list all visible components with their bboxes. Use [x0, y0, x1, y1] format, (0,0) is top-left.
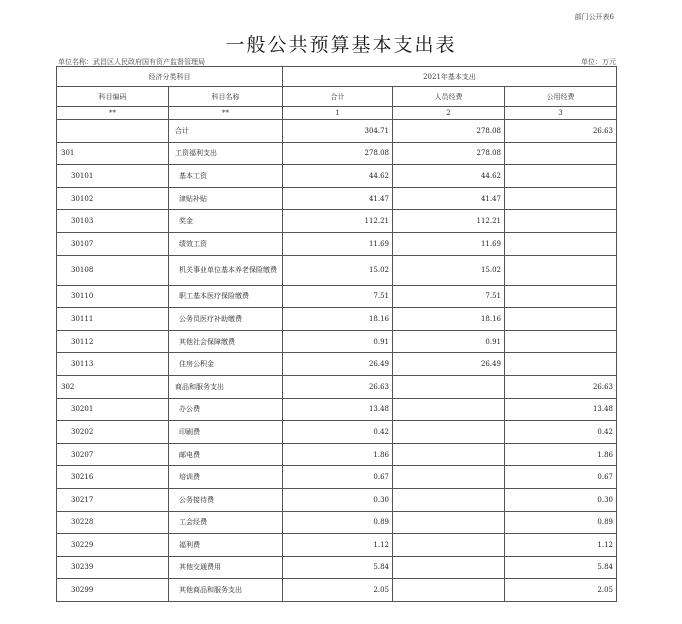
code-cell: 30207 — [57, 443, 169, 466]
total-cell: 7.51 — [283, 285, 393, 308]
name-cell: 工会经费 — [169, 511, 283, 534]
total-cell: 18.16 — [283, 308, 393, 331]
name-cell: 福利费 — [169, 534, 283, 557]
total-cell: 278.08 — [283, 142, 393, 165]
table-row — [57, 488, 617, 511]
public-cell — [505, 187, 617, 210]
total-cell: 5.84 — [283, 556, 393, 579]
personnel-cell — [393, 398, 505, 421]
total-cell: 1.86 — [283, 443, 393, 466]
public-cell — [505, 232, 617, 255]
public-cell — [505, 210, 617, 233]
unit-label: 单位：万元 — [581, 58, 616, 66]
public-cell: 5.84 — [505, 556, 617, 579]
code-cell: 30216 — [57, 466, 169, 489]
table-row — [57, 255, 617, 285]
name-cell: 奖金 — [169, 210, 283, 233]
personnel-cell — [393, 375, 505, 398]
total-cell: 0.30 — [283, 488, 393, 511]
header-personnel: 人员经费 — [393, 87, 505, 107]
code-cell: 30228 — [57, 511, 169, 534]
table-row — [57, 511, 617, 534]
code-cell: 30112 — [57, 330, 169, 353]
table-row — [57, 534, 617, 557]
total-cell: 112.21 — [283, 210, 393, 233]
name-cell: 印刷费 — [169, 421, 283, 444]
table-row — [57, 556, 617, 579]
code-cell: 302 — [57, 375, 169, 398]
total-cell: 1.12 — [283, 534, 393, 557]
table-row — [57, 330, 617, 353]
name-cell: 其他交通费用 — [169, 556, 283, 579]
personnel-cell — [393, 421, 505, 444]
code-cell: 30101 — [57, 165, 169, 188]
public-cell: 0.42 — [505, 421, 617, 444]
header-code: 科目编码 — [57, 87, 169, 107]
header-name: 科目名称 — [169, 87, 283, 107]
header-public: 公用经费 — [505, 87, 617, 107]
table-row — [57, 579, 617, 602]
total-cell: 41.47 — [283, 187, 393, 210]
org-label: 单位名称：武昌区人民政府国有资产监督管理局 — [58, 58, 205, 66]
form-number: 部门公开表6 — [574, 13, 614, 21]
table-row — [57, 285, 617, 308]
total-cell: 2.05 — [283, 579, 393, 602]
table-row — [57, 187, 617, 210]
total-cell: 304.71 — [283, 120, 393, 143]
public-cell: 2.05 — [505, 579, 617, 602]
personnel-cell: 15.02 — [393, 255, 505, 285]
code-cell: 30217 — [57, 488, 169, 511]
table-row — [57, 308, 617, 331]
personnel-cell — [393, 556, 505, 579]
public-cell: 26.63 — [505, 375, 617, 398]
name-cell: 绩效工资 — [169, 232, 283, 255]
name-cell: 其他社会保障缴费 — [169, 330, 283, 353]
code-cell: 30107 — [57, 232, 169, 255]
public-cell: 0.30 — [505, 488, 617, 511]
code-cell: 30111 — [57, 308, 169, 331]
personnel-cell — [393, 443, 505, 466]
code-cell: 30239 — [57, 556, 169, 579]
public-cell: 0.67 — [505, 466, 617, 489]
page-title: 一般公共预算基本支出表 — [225, 34, 457, 56]
personnel-cell — [393, 488, 505, 511]
public-cell: 1.12 — [505, 534, 617, 557]
name-cell: 培训费 — [169, 466, 283, 489]
total-cell: 26.49 — [283, 353, 393, 376]
total-cell: 0.91 — [283, 330, 393, 353]
table-row — [57, 210, 617, 233]
code-cell: 30102 — [57, 187, 169, 210]
name-cell: 公务接待费 — [169, 488, 283, 511]
total-cell: 0.42 — [283, 421, 393, 444]
budget-table — [56, 66, 617, 602]
total-cell: 26.63 — [283, 375, 393, 398]
code-cell: 30103 — [57, 210, 169, 233]
public-cell: 1.86 — [505, 443, 617, 466]
name-cell: 工资福利支出 — [169, 142, 283, 165]
code-cell: 30202 — [57, 421, 169, 444]
code-cell: 30110 — [57, 285, 169, 308]
index-cell: ** — [57, 107, 169, 120]
index-cell: 1 — [283, 107, 393, 120]
public-cell: 13.48 — [505, 398, 617, 421]
index-cell: ** — [169, 107, 283, 120]
personnel-cell: 44.62 — [393, 165, 505, 188]
table-row — [57, 120, 617, 143]
personnel-cell: 0.91 — [393, 330, 505, 353]
personnel-cell: 278.08 — [393, 142, 505, 165]
table-row — [57, 165, 617, 188]
name-cell: 基本工资 — [169, 165, 283, 188]
public-cell — [505, 330, 617, 353]
total-cell: 11.69 — [283, 232, 393, 255]
personnel-cell: 7.51 — [393, 285, 505, 308]
public-cell: 0.89 — [505, 511, 617, 534]
table-row — [57, 398, 617, 421]
table-row — [57, 421, 617, 444]
name-cell: 其他商品和服务支出 — [169, 579, 283, 602]
personnel-cell: 11.69 — [393, 232, 505, 255]
public-cell — [505, 353, 617, 376]
personnel-cell — [393, 579, 505, 602]
personnel-cell: 18.16 — [393, 308, 505, 331]
table-row — [57, 232, 617, 255]
header-budget-year: 2021年基本支出 — [283, 67, 617, 87]
table-body — [57, 120, 617, 602]
public-cell — [505, 285, 617, 308]
code-cell: 30113 — [57, 353, 169, 376]
name-cell: 住房公积金 — [169, 353, 283, 376]
table-row — [57, 353, 617, 376]
name-cell: 办公费 — [169, 398, 283, 421]
total-cell: 0.67 — [283, 466, 393, 489]
total-cell: 0.89 — [283, 511, 393, 534]
personnel-cell — [393, 511, 505, 534]
personnel-cell: 278.08 — [393, 120, 505, 143]
table-row — [57, 466, 617, 489]
code-cell: 30108 — [57, 255, 169, 285]
name-cell: 津贴补贴 — [169, 187, 283, 210]
table-row — [57, 142, 617, 165]
personnel-cell: 41.47 — [393, 187, 505, 210]
personnel-cell — [393, 534, 505, 557]
name-cell: 合计 — [169, 120, 283, 143]
total-cell: 15.02 — [283, 255, 393, 285]
code-cell: 301 — [57, 142, 169, 165]
total-cell: 13.48 — [283, 398, 393, 421]
code-cell: 30299 — [57, 579, 169, 602]
personnel-cell — [393, 466, 505, 489]
public-cell — [505, 255, 617, 285]
code-cell: 30201 — [57, 398, 169, 421]
name-cell: 商品和服务支出 — [169, 375, 283, 398]
name-cell: 职工基本医疗保险缴费 — [169, 285, 283, 308]
table-row — [57, 375, 617, 398]
public-cell: 26.63 — [505, 120, 617, 143]
public-cell — [505, 142, 617, 165]
name-cell: 邮电费 — [169, 443, 283, 466]
table-row — [57, 443, 617, 466]
name-cell: 公务员医疗补助缴费 — [169, 308, 283, 331]
index-cell: 2 — [393, 107, 505, 120]
personnel-cell: 112.21 — [393, 210, 505, 233]
code-cell: 30229 — [57, 534, 169, 557]
header-total: 合计 — [283, 87, 393, 107]
personnel-cell: 26.49 — [393, 353, 505, 376]
public-cell — [505, 308, 617, 331]
code-cell — [57, 120, 169, 143]
header-econ-class: 经济分类科目 — [57, 67, 283, 87]
index-cell: 3 — [505, 107, 617, 120]
public-cell — [505, 165, 617, 188]
total-cell: 44.62 — [283, 165, 393, 188]
name-cell: 机关事业单位基本养老保险缴费 — [169, 255, 283, 285]
